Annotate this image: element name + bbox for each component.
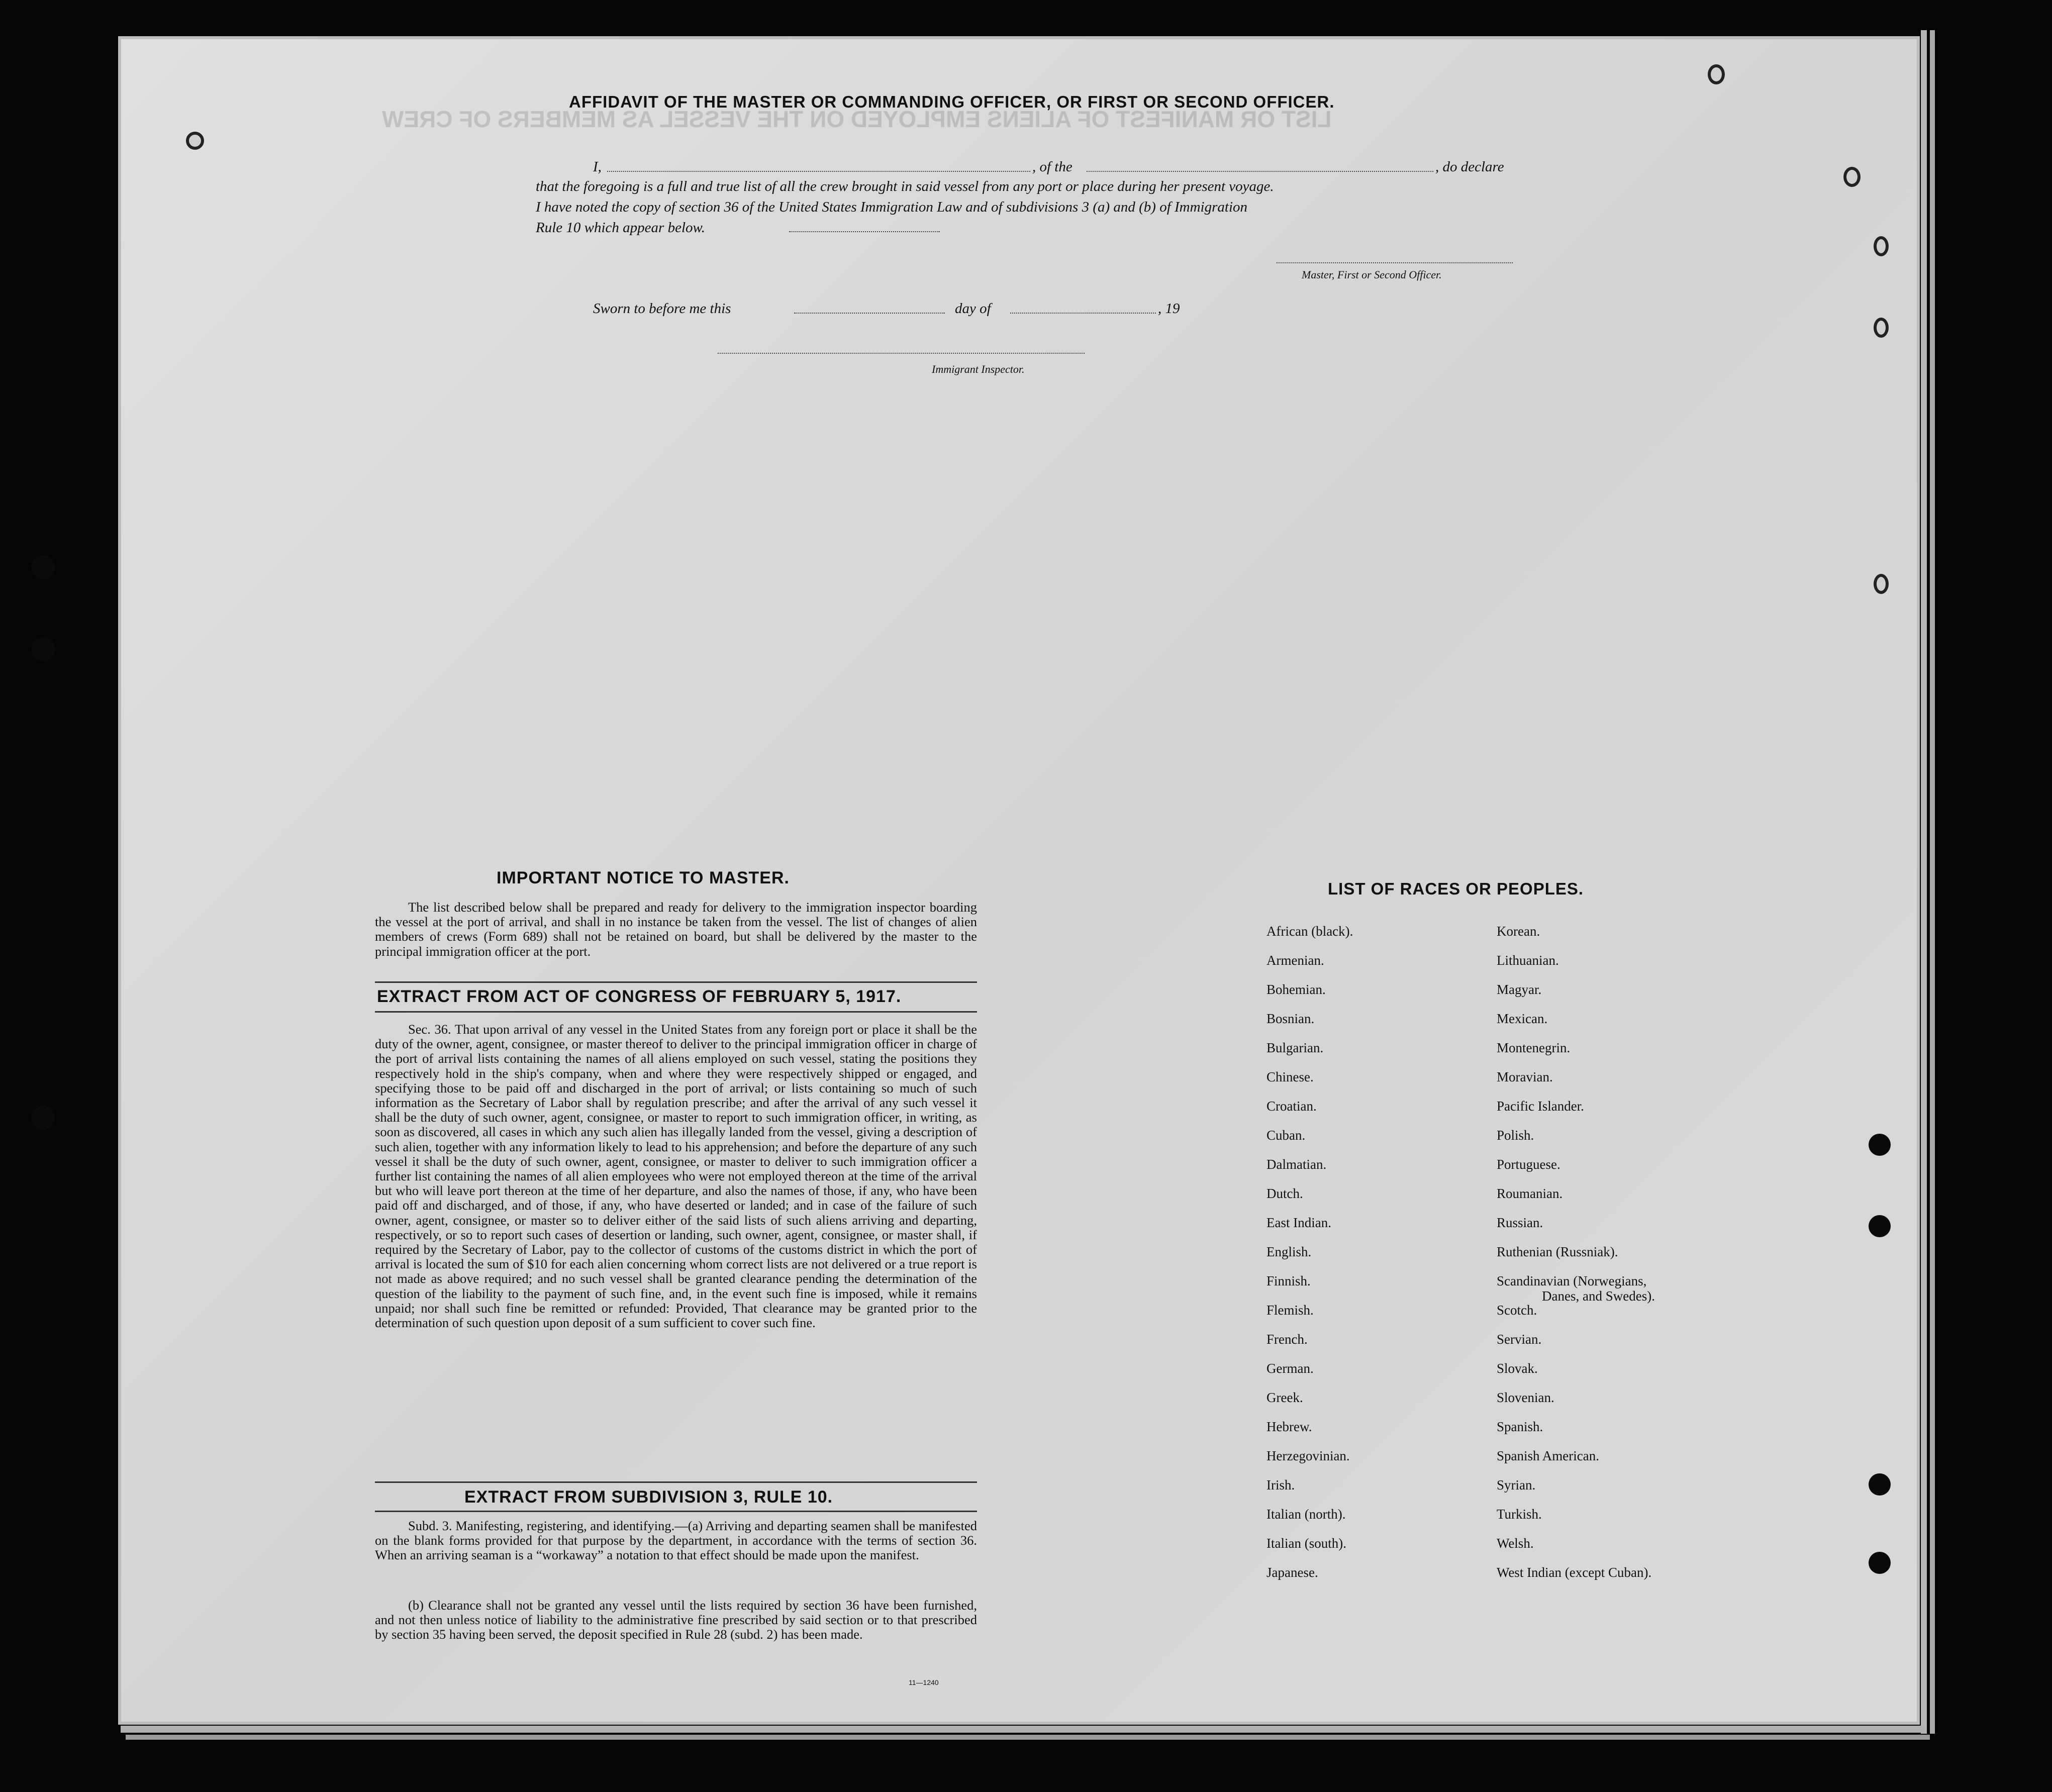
affidavit-dots (789, 231, 940, 232)
page-edge (1921, 30, 1927, 1734)
signature-label: Master, First or Second Officer. (1302, 268, 1442, 281)
binder-hole (1869, 1134, 1891, 1156)
race-item: West Indian (except Cuban). (1497, 1565, 1652, 1580)
affidavit-of-the: , of the (1032, 159, 1072, 175)
act-body: Sec. 36. That upon arrival of any vessel in the United States from any foreign port or place it shall be the duty of the owner, agent, consignee, or master thereof to deliver to the principal immigration officer in charge of the port of arrival lists containing the names of all aliens employed on such vessel, stating the positions they respectively hold in the ship's company, when and where they were respectively shipped or engaged, and specifying those to be paid off and discharged in the port of arrival; or lists containing so much of such information as the Secretary of Labor shall by regulation prescribe; and after the arrival of any such vessel it shall be the duty of such owner, agent, consignee, or master to report to such immigration officer, in writing, as soon as discovered, all cases in which any such alien has illegally landed from the vessel, giving a description of such alien, together with any information likely to lead to his apprehension; and before the departure of any such vessel it shall be the duty of such owner, agent, consignee, or master to deliver to such immigration officer a further list containing the names of all alien employees who were not employed thereon at the time of the arrival but who will leave port thereon at the time of her departure, and also the names of those, if any, who have been paid off and discharged, and of those, if any, who have deserted or landed; and in case of the failure of such owner, agent, consignee, or master so to deliver either of the said lists of such aliens arriving and departing, respectively, or so to report such cases of desertion or landing, such owner, agent, consignee, or master shall, if required by the Secretary of Labor, pay to the collector of customs of the customs district in which the port of arrival is located the sum of $10 for each alien concerning whom correct lists are not delivered or a true report is not made as above required; and no such vessel shall be granted clearance pending the determination of the question of the liability to the payment of such fine, and, in the event such fine is imposed, while it remains unpaid; nor shall such fine be remitted or refunded: Provided, That clearance may be granted prior to the determination of such question upon deposit of a sum sufficient to cover such fine. (375, 1022, 977, 1331)
race-item: Turkish. (1497, 1507, 1542, 1522)
race-item: Japanese. (1266, 1565, 1318, 1580)
race-item: Cuban. (1266, 1128, 1306, 1143)
race-item: Herzegovinian. (1266, 1448, 1350, 1463)
bleed-through-text: LIST OR MANIFEST OF ALIENS EMPLOYED ON THE VESSEL AS MEMBERS OF CREW (382, 106, 1332, 132)
divider (375, 1511, 977, 1512)
race-item: Irish. (1266, 1477, 1295, 1492)
race-item: Polish. (1497, 1128, 1534, 1143)
affidavit-line2: that the foregoing is a full and true list of all the crew brought in said vessel from any port or place during her present voyage. (536, 178, 1274, 194)
race-item: French. (1266, 1332, 1308, 1347)
race-item: Dalmatian. (1266, 1157, 1327, 1172)
race-item: English. (1266, 1244, 1312, 1259)
sworn-label: Sworn to before me this (593, 301, 731, 317)
inspector-label: Immigrant Inspector. (932, 363, 1025, 375)
race-item: Mexican. (1497, 1011, 1548, 1026)
race-item: Dutch. (1266, 1186, 1303, 1201)
race-item: Scotch. (1497, 1303, 1537, 1318)
binder-hole (186, 132, 204, 150)
race-item: Korean. (1497, 924, 1540, 939)
binder-hole (1874, 318, 1889, 338)
race-item: Lithuanian. (1497, 953, 1559, 968)
sworn-day-blank[interactable] (794, 313, 945, 314)
year-label: , 19 (1158, 301, 1180, 317)
race-item: Finnish. (1266, 1273, 1311, 1288)
race-item: Servian. (1497, 1332, 1542, 1347)
notice-title: IMPORTANT NOTICE TO MASTER. (497, 868, 790, 887)
race-item: Pacific Islander. (1497, 1099, 1584, 1114)
race-item: Italian (north). (1266, 1507, 1346, 1522)
race-item: African (black). (1266, 924, 1353, 939)
binder-hole (1843, 167, 1861, 187)
race-item: Ruthenian (Russniak). (1497, 1244, 1618, 1259)
race-item: Montenegrin. (1497, 1040, 1571, 1055)
page-edge (126, 1735, 1930, 1740)
race-item: Roumanian. (1497, 1186, 1563, 1201)
affidavit-title: AFFIDAVIT OF THE MASTER OR COMMANDING OFFICER, OR FIRST OR SECOND OFFICER. (569, 92, 1335, 111)
binder-hole (1869, 1215, 1891, 1237)
binder-hole (31, 1106, 55, 1130)
race-item: Slovenian. (1497, 1390, 1554, 1405)
act-title: EXTRACT FROM ACT OF CONGRESS OF FEBRUARY 5, 1917. (377, 987, 902, 1006)
races-title: LIST OF RACES OR PEOPLES. (1328, 879, 1584, 898)
divider (375, 1011, 977, 1013)
race-item: Bosnian. (1266, 1011, 1315, 1026)
binder-hole (1874, 236, 1889, 256)
page-edge (121, 1726, 1925, 1733)
form-number: 11—1240 (909, 1678, 939, 1686)
race-item: Magyar. (1497, 982, 1542, 997)
affidavit-do-declare: , do declare (1435, 159, 1504, 175)
race-item: Chinese. (1266, 1069, 1314, 1084)
notice-body: The list described below shall be prepared and ready for delivery to the immigration inspector boarding the vessel at the port of arrival, and shall in no instance be taken from the vessel. The list of changes of alien members of crews (Form 689) shall not be retained on board, but shall be delivered by the master to the principal immigration officer at the port. (375, 900, 977, 959)
race-item: Spanish American. (1497, 1448, 1599, 1463)
rule-title: EXTRACT FROM SUBDIVISION 3, RULE 10. (464, 1487, 833, 1507)
race-item-wrap: Danes, and Swedes). (1542, 1288, 1655, 1304)
race-item: Flemish. (1266, 1303, 1314, 1318)
name-blank[interactable] (607, 171, 1030, 172)
race-item: Slovak. (1497, 1361, 1538, 1376)
rule-para-a: Subd. 3. Manifesting, registering, and identifying.—(a) Arriving and departing seamen shall be manifested on the blank forms provided for that purpose by the department, in accordance with the terms of section 36. When an arriving seaman is a “workaway” a notation to that effect should be made upon the manifest. (375, 1518, 977, 1563)
document-sheet (118, 36, 1920, 1725)
race-item: Portuguese. (1497, 1157, 1560, 1172)
divider (375, 981, 977, 983)
page-edge (1930, 30, 1935, 1734)
inspector-signature-line[interactable] (718, 353, 1085, 354)
race-item: Spanish. (1497, 1419, 1543, 1434)
race-item: Bulgarian. (1266, 1040, 1324, 1055)
affidavit-line3: I have noted the copy of section 36 of the United States Immigration Law and of subdivisions 3 (a) and (b) of Immigration (536, 199, 1248, 215)
race-item: Scandinavian (Norwegians, (1497, 1273, 1647, 1288)
binder-hole (1874, 574, 1889, 594)
race-item: Croatian. (1266, 1099, 1317, 1114)
race-item: Russian. (1497, 1215, 1543, 1230)
signature-line[interactable] (1277, 262, 1513, 263)
affidavit-i: I, (593, 159, 602, 175)
race-item: German. (1266, 1361, 1314, 1376)
race-item: Bohemian. (1266, 982, 1326, 997)
race-item: Hebrew. (1266, 1419, 1312, 1434)
rule-para-b: (b) Clearance shall not be granted any vessel until the lists required by section 36 have been furnished, and not then unless notice of liability to the administrative fine prescribed by said section or to that prescribed by section 35 having been served, the deposit specified in Rule 28 (subd. 2) has been made. (375, 1598, 977, 1642)
binder-hole (1869, 1473, 1891, 1496)
race-item: Italian (south). (1266, 1536, 1346, 1551)
binder-hole (31, 555, 55, 579)
day-of-label: day of (955, 301, 991, 317)
race-item: Syrian. (1497, 1477, 1536, 1492)
vessel-blank[interactable] (1087, 171, 1433, 172)
binder-hole (31, 637, 55, 661)
race-item: East Indian. (1266, 1215, 1331, 1230)
affidavit-line4: Rule 10 which appear below. (536, 220, 705, 236)
race-item: Welsh. (1497, 1536, 1534, 1551)
binder-hole (1869, 1552, 1891, 1574)
binder-hole (1708, 64, 1725, 84)
sworn-month-blank[interactable] (1010, 313, 1156, 314)
race-item: Moravian. (1497, 1069, 1553, 1084)
divider (375, 1481, 977, 1483)
race-item: Greek. (1266, 1390, 1303, 1405)
race-item: Armenian. (1266, 953, 1324, 968)
